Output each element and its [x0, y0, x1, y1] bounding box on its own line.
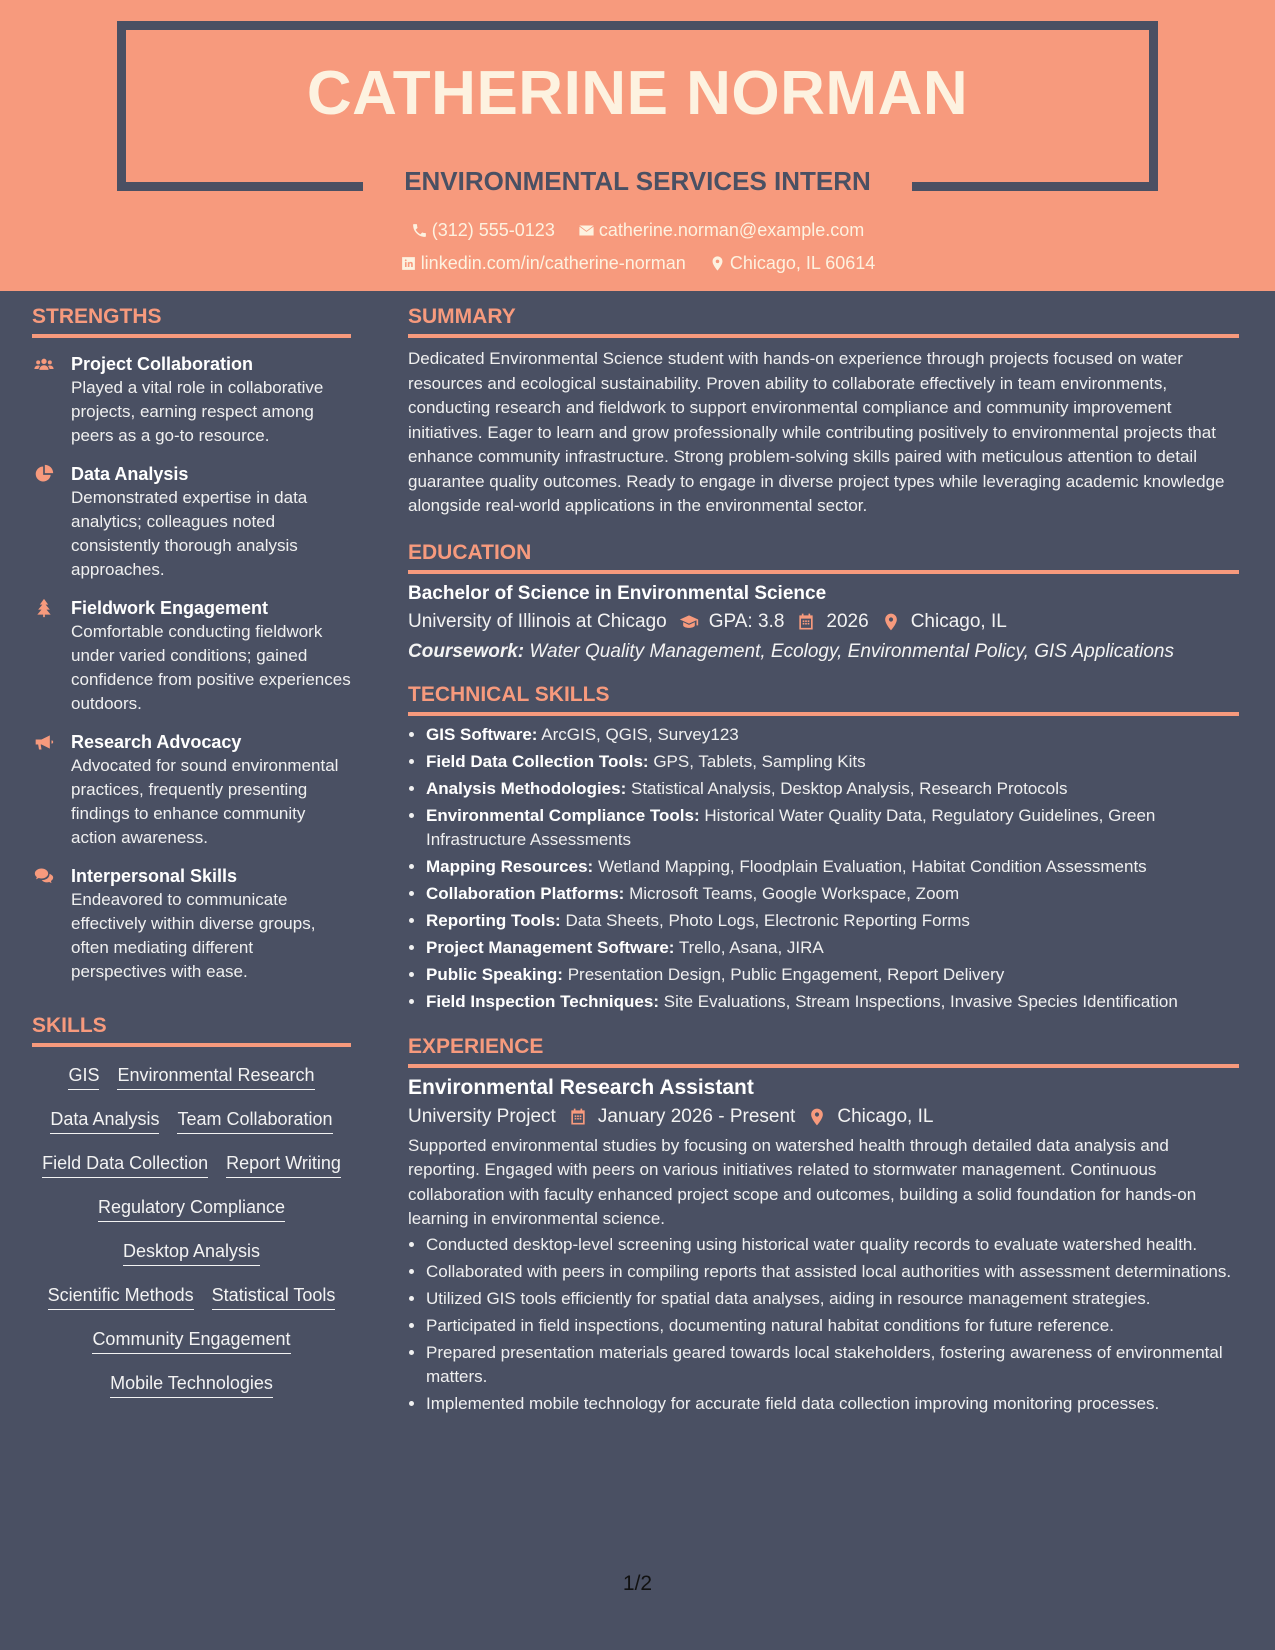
phone-icon	[411, 222, 428, 239]
technical-skill-item	[426, 855, 1239, 880]
experience-title: Environmental Research Assistant	[408, 1075, 754, 1099]
skill-category: Analysis Methodologies:	[426, 778, 627, 798]
skill-category: Field Inspection Techniques:	[426, 992, 659, 1011]
job-title: ENVIRONMENTAL SERVICES INTERN	[404, 166, 871, 196]
education-meta	[408, 611, 1239, 633]
skill-category: Collaboration Platforms:	[426, 884, 625, 903]
phone-contact[interactable]	[411, 220, 555, 241]
skill-category: Project Management Software:	[426, 938, 675, 957]
technical-skill-item	[426, 723, 1239, 748]
skill-category: Mapping Resources:	[426, 857, 594, 876]
calendar-icon	[796, 612, 816, 632]
strength-title: Project Collaboration	[71, 354, 254, 374]
skill-category: Public Speaking:	[426, 965, 563, 984]
coursework-list: Water Quality Management, Ecology, Environmental Policy, GIS Applications	[529, 640, 1174, 662]
strength-description: Endeavored to communicate effectively within diverse groups, often mediating different perspectives with ease.	[71, 890, 316, 981]
map-pin-icon	[807, 1107, 827, 1127]
technical-skill-item	[426, 750, 1239, 775]
contact-row-1	[0, 220, 1275, 244]
strength-item	[32, 596, 351, 716]
skills-list	[32, 1047, 351, 1407]
skill-values: GPS, Tablets, Sampling Kits	[653, 751, 866, 771]
email-text: catherine.norman@example.com	[598, 220, 865, 240]
email-contact[interactable]	[578, 220, 864, 241]
phone-text: (312) 555-0123	[431, 220, 555, 240]
technical-skill-item	[426, 804, 1239, 853]
summary-heading: SUMMARY	[408, 305, 1239, 338]
skill-category: Environmental Compliance Tools:	[426, 805, 700, 825]
skill-tag: Community Engagement	[92, 1328, 290, 1354]
experience-location: Chicago, IL	[837, 1105, 934, 1127]
page-number: 1/2	[622, 1572, 653, 1595]
education-heading: EDUCATION	[408, 541, 1239, 574]
strength-item	[32, 730, 351, 850]
skill-category: Reporting Tools:	[426, 911, 561, 930]
skill-tag: GIS	[68, 1064, 99, 1090]
skill-values: Trello, Asana, JIRA	[678, 938, 824, 957]
technical-skill-item	[426, 882, 1239, 907]
strength-title: Research Advocacy	[71, 732, 242, 752]
map-pin-icon	[709, 255, 726, 272]
skill-tag: Environmental Research	[117, 1064, 314, 1090]
skill-tag: Data Analysis	[50, 1108, 159, 1134]
megaphone-icon	[32, 732, 56, 752]
skill-values: Data Sheets, Photo Logs, Electronic Reporting Forms	[565, 911, 970, 930]
coursework	[408, 641, 1239, 663]
technical-skill-item	[426, 909, 1239, 934]
experience-bullet: • Conducted desktop-level screening using historical water quality records to evaluate watershed health.	[426, 1233, 1239, 1258]
experience-bullet: • Prepared presentation materials geared towards local stakeholders, fostering awareness of environmental matters.	[426, 1341, 1239, 1390]
skill-tag: Team Collaboration	[177, 1108, 332, 1134]
strength-item	[32, 462, 351, 582]
experience-heading: EXPERIENCE	[408, 1035, 1239, 1068]
experience-dates: January 2026 - Present	[597, 1105, 796, 1127]
skill-tag: Statistical Tools	[212, 1284, 336, 1310]
skill-values: Wetland Mapping, Floodplain Evaluation, Habitat Condition Assessments	[597, 857, 1147, 876]
left-column	[32, 305, 351, 1407]
strength-title: Fieldwork Engagement	[71, 598, 269, 618]
strength-description: Played a vital role in collaborative projects, earning respect among peers as a go-to resource.	[71, 378, 324, 445]
skill-tag: Report Writing	[226, 1152, 341, 1178]
chat-icon	[32, 866, 56, 886]
coursework-label: Coursework:	[408, 640, 525, 662]
experience-meta	[408, 1106, 1239, 1128]
technical-skill-item	[426, 777, 1239, 802]
skill-values: ArcGIS, QGIS, Survey123	[541, 724, 739, 744]
skills-heading: SKILLS	[32, 1014, 351, 1047]
users-icon	[32, 354, 56, 374]
strengths-list	[32, 352, 351, 984]
strength-description: Demonstrated expertise in data analytics; colleagues noted consistently thorough analysis approaches.	[71, 488, 308, 579]
strength-title: Data Analysis	[71, 464, 189, 484]
technical-skill-item	[426, 936, 1239, 961]
skill-values: Microsoft Teams, Google Workspace, Zoom	[629, 884, 960, 903]
linkedin-text: linkedin.com/in/catherine-norman	[420, 253, 686, 273]
skill-values: Site Evaluations, Stream Inspections, Invasive Species Identification	[663, 992, 1178, 1011]
strength-item	[32, 864, 351, 984]
experience-description: Supported environmental studies by focusing on watershed health through detailed data analysis and reporting. Engaged with peers on various initiatives related to stormwater management. Continuous collaboration with faculty enhanced project scope and outcomes, building a solid foundation for hands-on learning in environmental science.	[408, 1135, 1197, 1228]
linkedin-icon	[400, 255, 417, 272]
graduation-year: 2026	[826, 610, 869, 632]
skill-tag: Mobile Technologies	[110, 1372, 273, 1398]
linkedin-contact[interactable]	[400, 253, 686, 274]
location-text: Chicago, IL 60614	[729, 253, 876, 273]
skill-values: Statistical Analysis, Desktop Analysis, Research Protocols	[630, 778, 1068, 798]
skill-tag: Scientific Methods	[48, 1284, 194, 1310]
map-pin-icon	[881, 612, 901, 632]
experience-org: University Project	[408, 1105, 556, 1127]
skill-values: Historical Water Quality Data, Regulatory Guidelines, Green Infrastructure Assessments	[426, 805, 1156, 849]
right-column	[408, 305, 1239, 1419]
resume-header	[0, 0, 1275, 291]
skill-tag: Field Data Collection	[42, 1152, 208, 1178]
technical-skills-heading: TECHNICAL SKILLS	[408, 683, 1239, 716]
education-location: Chicago, IL	[910, 610, 1007, 632]
contact-row-2	[0, 253, 1275, 277]
skill-tag: Desktop Analysis	[123, 1240, 260, 1266]
strength-description: Advocated for sound environmental practices, frequently presenting findings to enhance community action awareness.	[71, 756, 339, 847]
location-contact	[709, 253, 875, 274]
envelope-icon	[578, 222, 595, 239]
experience-bullet: • Collaborated with peers in compiling reports that assisted local authorities with assessment determinations.	[426, 1260, 1239, 1285]
technical-skill-item	[426, 990, 1239, 1015]
strengths-heading: STRENGTHS	[32, 305, 351, 338]
skill-category: Field Data Collection Tools:	[426, 751, 649, 771]
summary-text: Dedicated Environmental Science student with hands-on experience through projects focused on water resources and ecological sustainability. Proven ability to collaborate effectively in team environments, conducting research and fieldwork to support environmental compliance and community improvement initiatives. Eager to learn and grow professionally while contributing positively to environmental projects that enhance community infrastructure. Strong problem-solving skills paired with meticulous attention to detail guarantee quality outcomes. Ready to engage in diverse project types while leveraging academic knowledge alongside real-world applications in the environmental sector.	[408, 349, 1225, 515]
skill-values: Presentation Design, Public Engagement, Report Delivery	[567, 965, 1005, 984]
technical-skill-item	[426, 963, 1239, 988]
candidate-name: CATHERINE NORMAN	[306, 59, 969, 128]
skill-tag: Regulatory Compliance	[98, 1196, 285, 1222]
technical-skills-list	[408, 723, 1239, 1015]
degree-title: Bachelor of Science in Environmental Science	[408, 582, 827, 604]
experience-bullet: • Implemented mobile technology for accurate field data collection improving monitoring processes.	[426, 1392, 1239, 1417]
tree-icon	[32, 598, 56, 618]
skill-category: GIS Software:	[426, 724, 538, 744]
school-name: University of Illinois at Chicago	[408, 610, 667, 632]
experience-bullet: • Participated in field inspections, documenting natural habitat conditions for future reference.	[426, 1314, 1239, 1339]
gpa-text: GPA: 3.8	[708, 610, 785, 632]
graduation-cap-icon	[679, 612, 699, 632]
experience-bullet: • Utilized GIS tools efficiently for spatial data analyses, aiding in resource management strategies.	[426, 1287, 1239, 1312]
calendar-icon	[568, 1107, 588, 1127]
strength-item	[32, 352, 351, 448]
experience-bullets	[408, 1233, 1239, 1417]
strength-title: Interpersonal Skills	[71, 866, 238, 886]
pie-chart-icon	[32, 464, 56, 484]
strength-description: Comfortable conducting fieldwork under varied conditions; gained confidence from positive experiences outdoors.	[71, 622, 351, 713]
